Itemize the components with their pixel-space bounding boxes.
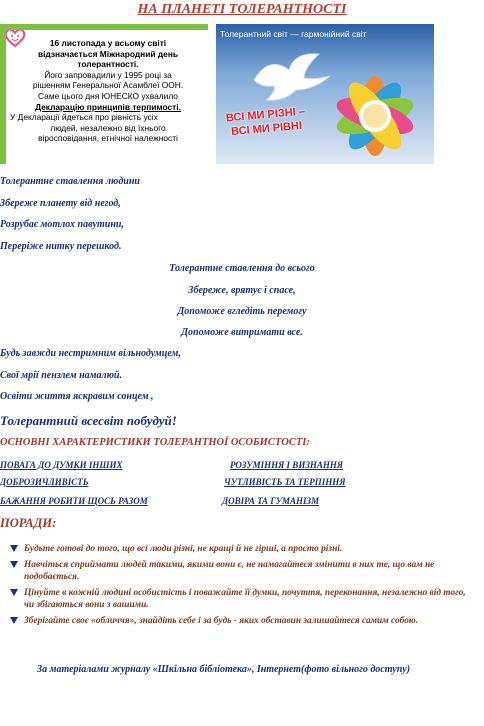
- card-line: рішенням Генеральної Асамблеї ООН.: [32, 80, 184, 91]
- poem-line: Збереже планету від негод,: [0, 198, 121, 209]
- card-line: У Декларації йдеться про рівність усіх: [10, 112, 158, 123]
- info-card: [0, 24, 208, 164]
- poem-line: Збереже, врятує і спасе,: [188, 285, 296, 296]
- bullet-icon: [10, 589, 18, 596]
- trait-item: БАЖАННЯ РОБИТИ ЩОСЬ РАЗОМ: [0, 496, 148, 506]
- tip-text: Цінуйте в кожній людині особистість і поважайте її думки, почуття, переконання, незалежно від того, чи збігаються вони з вашими.: [24, 588, 466, 610]
- tolerance-poster-image: [216, 24, 434, 164]
- poem-line: Допоможе вгледіть перемогу: [177, 306, 307, 317]
- card-line: віросповідання, етнічної належності: [38, 133, 178, 144]
- card-line: Декларацію принципів терпимості.: [35, 101, 181, 112]
- poem-line: Толерантне ставлення до всього: [169, 263, 315, 274]
- card-line: Саме цього дня ЮНЕСКО ухвалило: [38, 90, 178, 101]
- poem-line: Будь завжди нестримним вільнодумцем,: [0, 348, 181, 359]
- page-title: НА ПЛАНЕТІ ТОЛЕРАНТНОСТІ: [137, 2, 347, 17]
- poem-line: Свої мрії пензлем намалюй.: [0, 370, 122, 381]
- slogan-line: ВСІ МИ РІВНІ: [230, 119, 303, 139]
- bullet-icon: [10, 561, 18, 568]
- trait-item: ЧУТЛИВІСТЬ ТА ТЕРПІННЯ: [224, 477, 346, 487]
- tip-text: Будьте готові до того, що всі люди різні, не кращі й не гірші, а просто різні.: [24, 544, 343, 554]
- tip-item: [24, 559, 468, 583]
- bullet-icon: [10, 545, 18, 552]
- tip-text: Навчіться сприймати людей такими, якими вони є, не намагайтеся змінити в них те, що вам не подобається.: [24, 560, 435, 582]
- card-line: відзначається Міжнародний день: [37, 48, 179, 59]
- source-note: За матеріалами журналу «Шкільна бібліотека», Інтернет(фото вільного доступу): [37, 664, 411, 675]
- bullet-icon: [10, 617, 18, 624]
- traits-heading: ОСНОВНІ ХАРАКТЕРИСТИКИ ТОЛЕРАНТНОЇ ОСОБИСТОСТІ:: [0, 437, 310, 448]
- poem-line: Толерантне ставлення людини: [0, 176, 140, 187]
- poem-line: Толерантний всесвіт побудуй!: [0, 413, 177, 428]
- trait-item: ДОБРОЗИЧЛИВІСТЬ: [0, 477, 89, 487]
- flower-diagram-icon: [316, 64, 434, 164]
- card-line: людей, незалежно від їхнього: [50, 122, 166, 133]
- poster-slogan: [216, 104, 317, 141]
- card-line: Його запровадили у 1995 році за: [44, 69, 172, 80]
- slogan-line: ВСІ МИ РІЗНІ –: [225, 105, 306, 125]
- trait-item: ПОВАГА ДО ДУМКИ ІНШИХ: [0, 460, 123, 470]
- poem-line: Допоможе витримати все.: [181, 327, 303, 338]
- tip-text: Зберігайте своє «обличчя», знайдіть себе і за будь - яких обставин залишайтеся самим собою.: [24, 616, 419, 626]
- tips-heading: ПОРАДИ:: [0, 516, 57, 530]
- info-card-text: [10, 38, 206, 144]
- tip-item: [24, 543, 468, 555]
- poster-caption: Толерантний світ — гармонійний світ: [220, 29, 367, 39]
- poem-line: Розрубає мотлох павутини,: [0, 219, 124, 230]
- trait-item: ДОВІРА ТА ГУМАНІЗМ: [222, 496, 320, 506]
- tip-item: [24, 587, 468, 611]
- trait-item: РОЗУМІННЯ І ВИЗНАННЯ: [230, 460, 344, 470]
- tip-item: [24, 615, 468, 627]
- poem-line: Освіти життя яскравим сонцем ,: [0, 391, 154, 402]
- card-line: толерантності.: [77, 59, 139, 70]
- poem-line: Переріже нитку перешкод.: [0, 241, 122, 252]
- card-line: 16 листопада у всьому світі: [49, 38, 167, 48]
